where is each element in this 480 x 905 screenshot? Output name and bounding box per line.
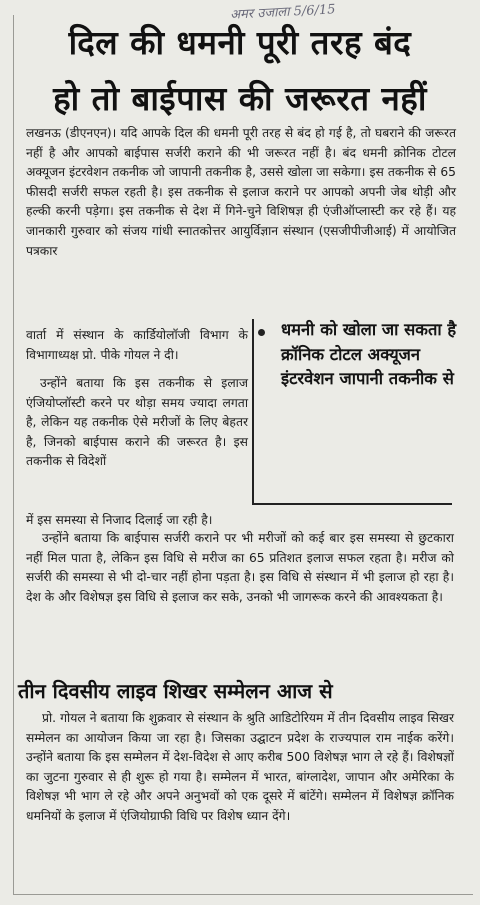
- headline-line-1: दिल की धमनी पूरी तरह बंद: [68, 23, 412, 62]
- subheading: तीन दिवसीय लाइव शिखर सम्मेलन आज से: [18, 679, 333, 703]
- article-paragraph-intro: लखनऊ (डीएनएन)। यदि आपके दिल की धमनी पूरी तरह से बंद हो गई है, तो घबराने की जरूरत नहीं है और आपको बाईपास सर्जरी कराने की भी जरूरत नहीं है। बंद धमनी क्रोनिक टोटल अक्यूजन इंटरवेशन तकनीक जो जापानी तकनीक है, उससे खोला जा सकेगा। इस तकनीक से 65 फीसदी सर्जरी सफल रहती है। इस तकनीक से इलाज कराने पर आपको अपनी जेब थोड़ी और हल्की करनी पड़ेगा। इस तकनीक से देश में गिने-चुने विशिषज्ञ ही एंजीऑप्लास्टी कर रहे हैं। यह जानकारी गुरुवार को संजय गांधी स्नातकोत्तर आयुर्विज्ञान संस्थान (एसजीपीजीआई) में आयोजित पत्रकार: [26, 126, 456, 258]
- article-paragraph-3: उन्होंने बताया कि इस तकनीक से इलाज एंजियोप्लॉस्टी करने पर थोड़ा समय ज्यादा लगता है, लेकिन यह तकनीक ऐसे मरीजों के लिए बेहतर है, जिनको बाईपास कराने की जरूरत है। इस तकनीक से विदेशों: [26, 376, 248, 469]
- handwritten-stamp: अमर उजाला 5/6/15: [229, 2, 336, 23]
- clipping-bottom-edge: [13, 894, 473, 895]
- article-paragraph-3-continued: में इस समस्या से निजाद दिलाई जा रही है।: [26, 513, 213, 527]
- article-paragraph-5: प्रो. गोयल ने बताया कि शुक्रवार से संस्थान के श्रुति आडिटोरियम में तीन दिवसीय लाइव सिखर सम्मेलन का आयोजन किया जा रहा है। जिसका उद्घाटन प्रदेश के राज्यपाल राम नाईक करेंगे। उन्होंने बताया कि इस सम्मेलन में देश-विदेश से आए करीब 500 विशेषज्ञ भाग ले रहे हैं। विशेषज्ञों का जुटना गुरुवार से ही शुरू हो गया है। सम्मेलन में भारत, बांग्लादेश, जापान और अमेरिका के विशेषज्ञ भी भाग ले रहे और अपने अनुभवों को एक दूसरे में बांटेंगे। सम्मेलन में विशेषज्ञ क्रॉनिक धमनियों के इलाज में एंजियोग्राफी विधि पर विशेष ध्यान देंगे।: [26, 711, 454, 823]
- bullet-icon: [258, 329, 265, 336]
- pullquote-text: धमनी को खोला जा सकता है क्रॉनिक टोटल अक्यूजन इंटरवेशन जापानी तकनीक से: [281, 320, 457, 388]
- article-paragraph-2: वार्ता में संस्थान के कार्डियोलॉजी विभाग के विभागाध्यक्ष प्रो. पीके गोयल ने दी।: [26, 328, 248, 362]
- clipping-left-edge: [13, 15, 14, 895]
- headline-line-2: हो तो बाईपास की जरूरत नहीं: [53, 79, 427, 118]
- article-paragraph-4: उन्होंने बताया कि बाईपास सर्जरी कराने पर भी मरीजों को कई बार इस समस्या से छुटकारा नहीं मिल पाता है, लेकिन इस विधि से मरीज का 65 प्रतिशत इलाज सफल रहता है। मरीज को सर्जरी की समस्या से भी दो-चार नहीं होना पड़ता है। इस विधि से संस्थान में भी इलाज हो रहा है। देश के और विशेषज्ञ इस विधि से इलाज कर सके, उनको भी जागरूक करने की आवश्यकता है।: [26, 531, 454, 604]
